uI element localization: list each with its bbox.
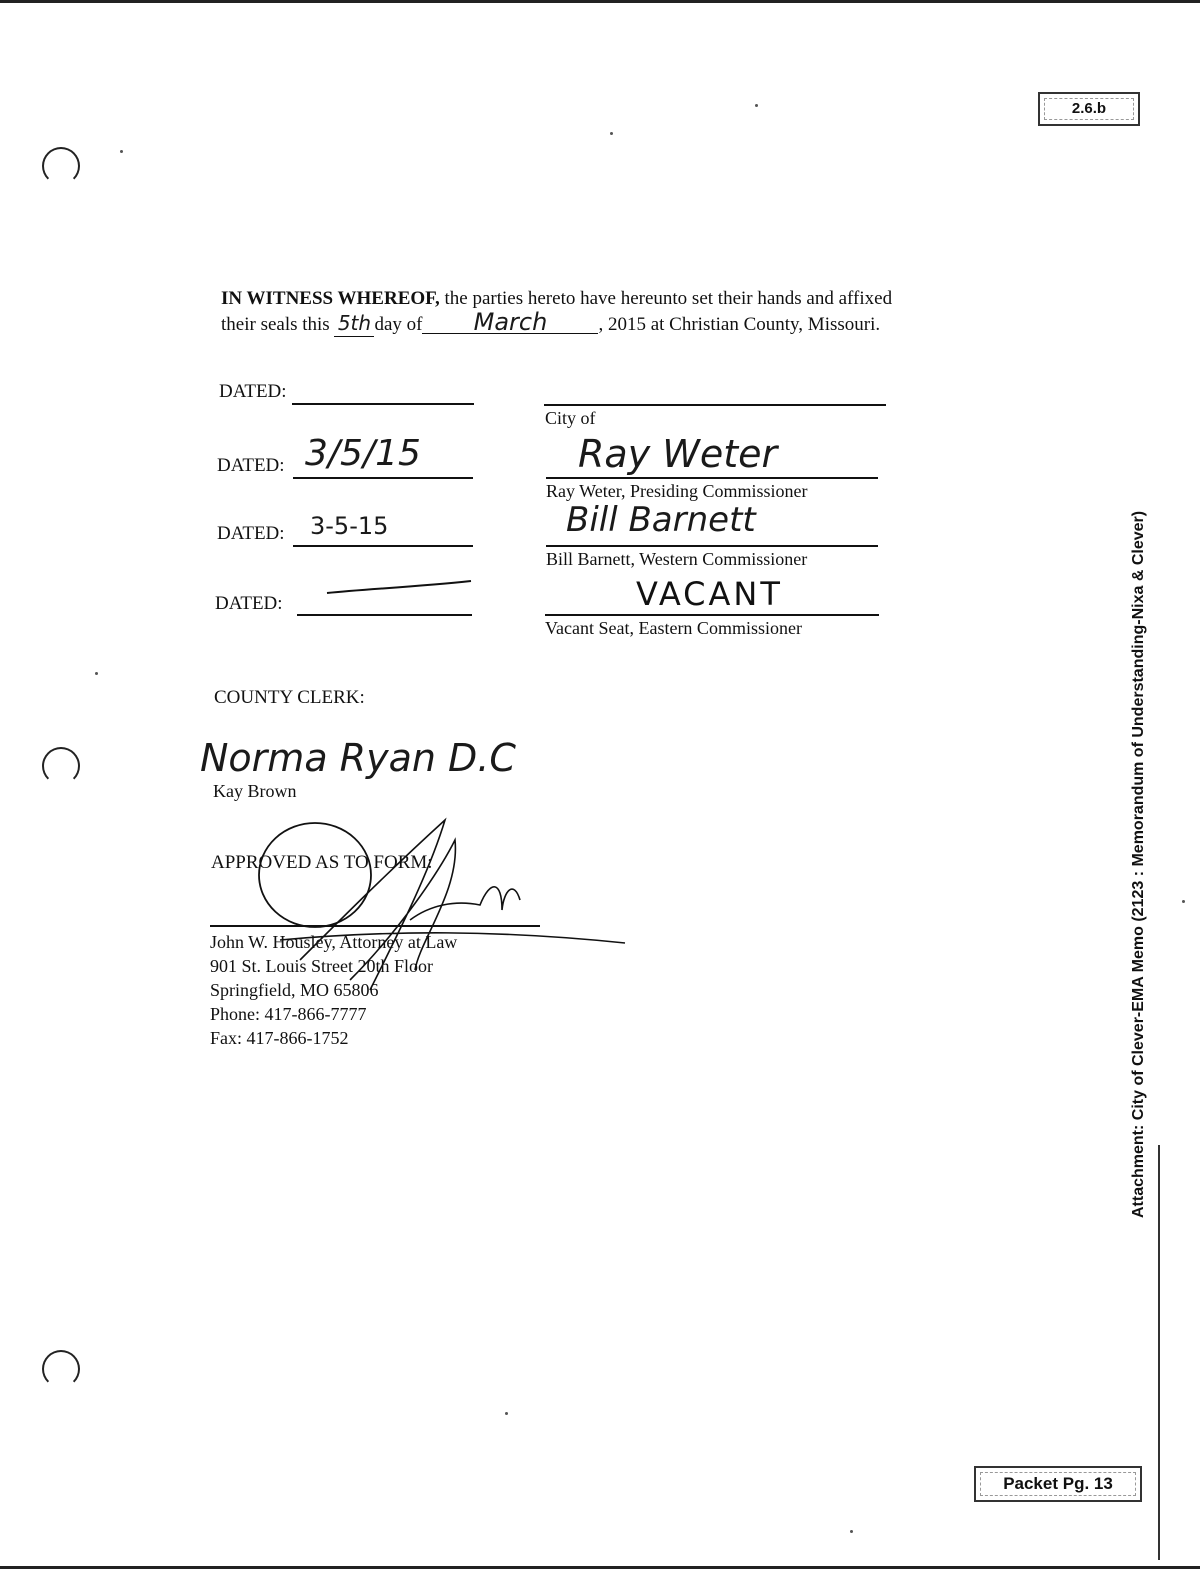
dated-line bbox=[293, 545, 473, 547]
witness-paragraph bbox=[221, 286, 1021, 337]
signatory-caption: Ray Weter, Presiding Commissioner bbox=[546, 481, 808, 501]
signature-line bbox=[544, 404, 886, 406]
packet-page-frame bbox=[980, 1472, 1136, 1496]
punch-hole-icon bbox=[42, 147, 80, 185]
scan-speck bbox=[120, 150, 123, 153]
dated-label: DATED: bbox=[219, 381, 287, 402]
sidebar-rule bbox=[1158, 1145, 1160, 1560]
attorney-line: Phone: 417-866-7777 bbox=[210, 1004, 367, 1024]
agenda-tag bbox=[1038, 92, 1140, 126]
agenda-tag-frame bbox=[1044, 98, 1134, 120]
bill-barnett-signature: Bill Barnett bbox=[566, 500, 756, 540]
scan-speck bbox=[95, 672, 98, 675]
witness-line-2 bbox=[221, 308, 1021, 337]
witness-line-1 bbox=[221, 286, 1021, 311]
witness-text-2c: , 2015 at Christian County, Missouri. bbox=[598, 314, 881, 335]
day-field: 5th bbox=[334, 311, 374, 337]
vacant-handwritten: VACANT bbox=[636, 575, 783, 613]
signature-line bbox=[545, 614, 879, 616]
dated-label: DATED: bbox=[215, 593, 283, 614]
scan-speck bbox=[610, 132, 613, 135]
bottom-border bbox=[0, 1566, 1200, 1569]
ray-weter-signature: Ray Weter bbox=[578, 432, 778, 476]
packet-page-box bbox=[974, 1466, 1142, 1502]
attorney-line: Springfield, MO 65806 bbox=[210, 980, 379, 1000]
clerk-name: Kay Brown bbox=[213, 781, 297, 801]
city-of-label: City of bbox=[545, 408, 596, 428]
dated-value: 3/5/15 bbox=[305, 433, 421, 474]
signatory-caption: Vacant Seat, Eastern Commissioner bbox=[545, 618, 802, 638]
punch-hole-icon bbox=[42, 747, 80, 785]
witness-text-1: the parties hereto have hereunto set their hands and affixed bbox=[439, 288, 893, 309]
packet-page-label: Packet Pg. 13 bbox=[1003, 1474, 1113, 1493]
approved-label: APPROVED AS TO FORM: bbox=[211, 852, 433, 873]
county-clerk-label: COUNTY CLERK: bbox=[214, 687, 365, 708]
signatory-caption: Bill Barnett, Western Commissioner bbox=[546, 549, 808, 569]
month-field: March bbox=[422, 311, 598, 334]
scan-speck bbox=[850, 1530, 853, 1533]
dated-label: DATED: bbox=[217, 455, 285, 476]
signature-line bbox=[546, 477, 878, 479]
agenda-tag-label: 2.6.b bbox=[1071, 100, 1107, 117]
dated-line bbox=[292, 403, 474, 405]
attorney-address-block bbox=[210, 930, 457, 1050]
dash-mark bbox=[325, 575, 475, 600]
dated-line bbox=[297, 614, 472, 616]
top-border bbox=[0, 0, 1200, 3]
dated-label: DATED: bbox=[217, 523, 285, 544]
clerk-signature: Norma Ryan D.C bbox=[200, 736, 516, 780]
dated-line bbox=[293, 477, 473, 479]
dated-value: 3-5-15 bbox=[310, 512, 389, 540]
punch-hole-icon bbox=[42, 1350, 80, 1388]
attorney-line: 901 St. Louis Street 20th Floor bbox=[210, 956, 434, 976]
scan-speck bbox=[505, 1412, 508, 1415]
attachment-sidebar-text: Attachment: City of Clever-EMA Memo (2123 : Memorandum of Understanding-Nixa & Clever) bbox=[1130, 510, 1147, 1218]
witness-text-2a: their seals this bbox=[221, 314, 335, 335]
scan-speck bbox=[1182, 900, 1185, 903]
scan-speck bbox=[755, 104, 758, 107]
witness-lead: IN WITNESS WHEREOF, bbox=[221, 288, 440, 309]
attorney-line: John W. Housley, Attorney at Law bbox=[210, 932, 458, 952]
witness-text-2b: day of bbox=[374, 314, 423, 335]
attorney-line: Fax: 417-866-1752 bbox=[210, 1028, 349, 1048]
signature-line bbox=[546, 545, 878, 547]
